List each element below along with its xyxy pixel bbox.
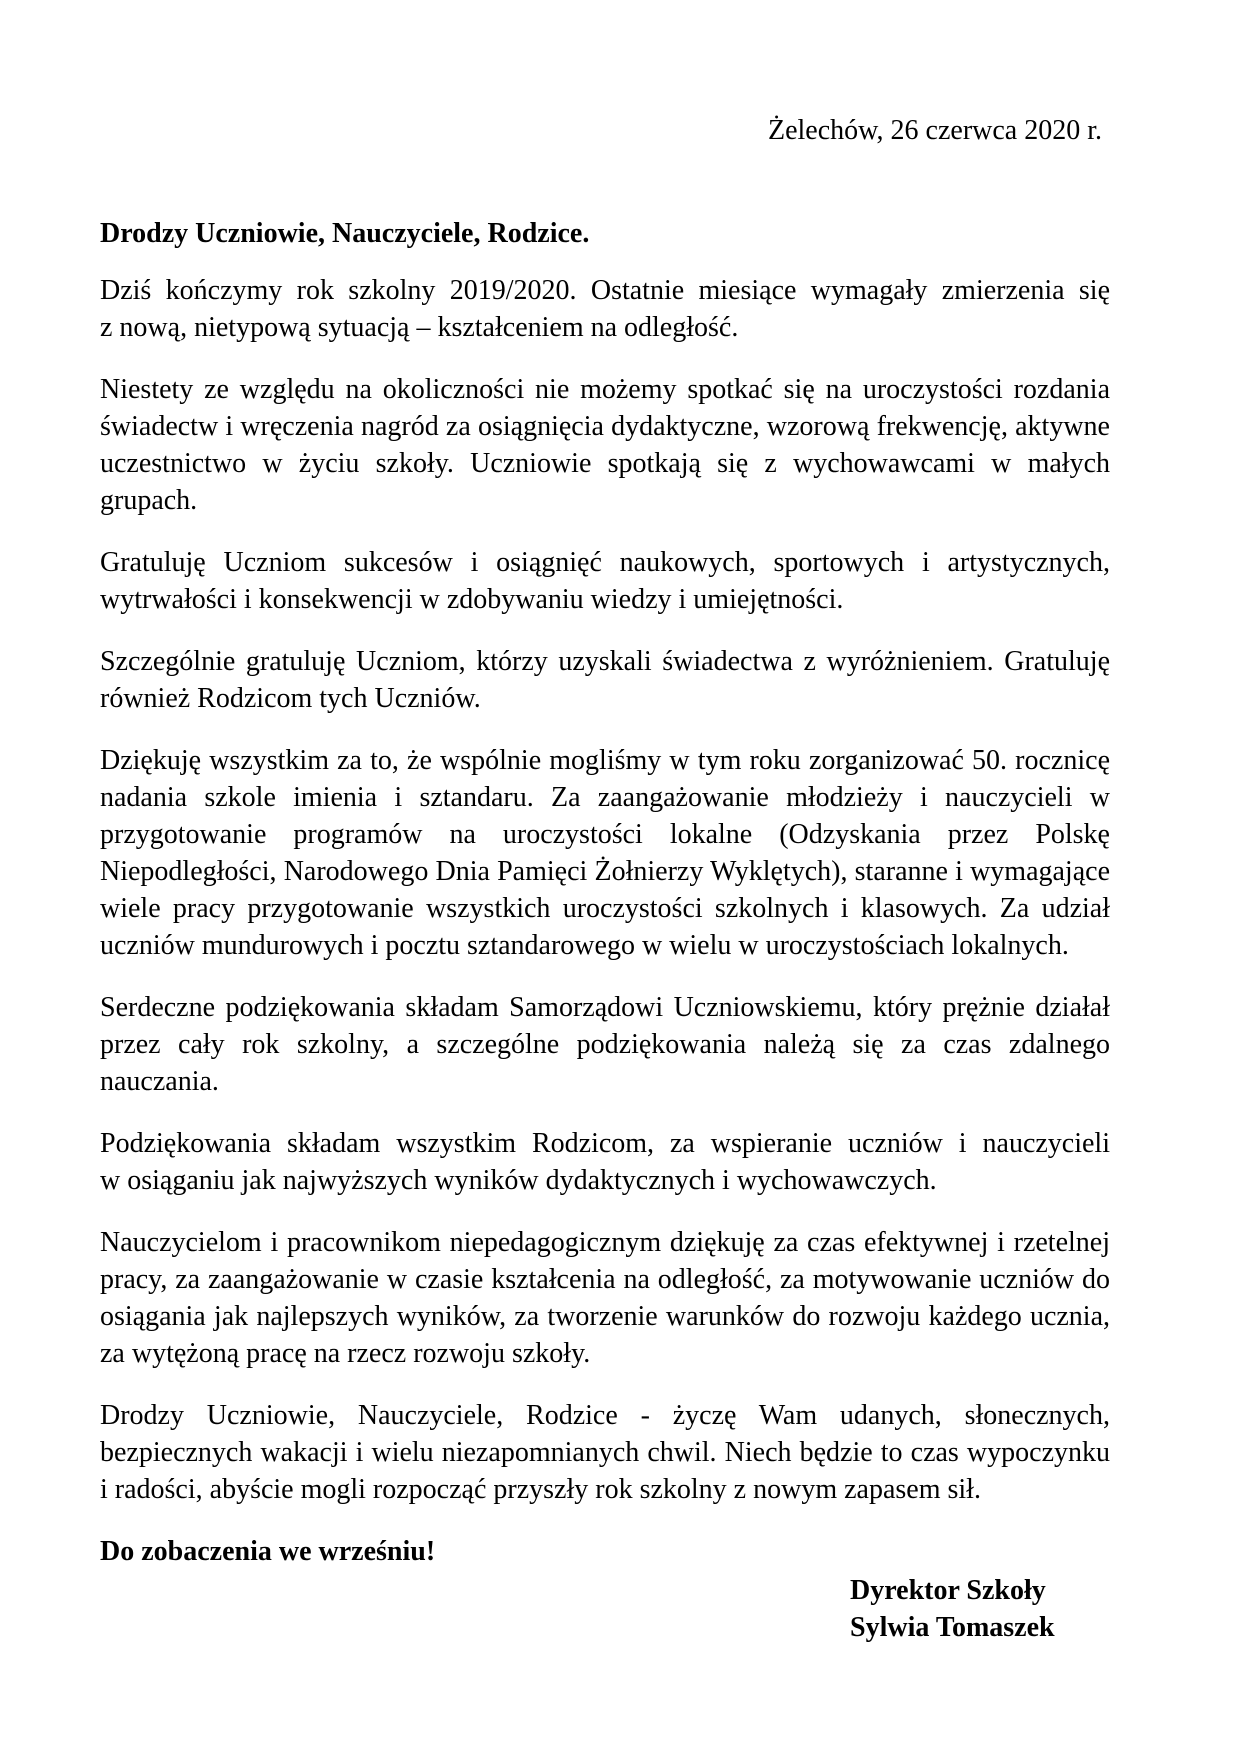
letter-paragraph-7: Podziękowania składam wszystkim Rodzicom, za wspieranie uczniów i nauczycieli w osiąganiu jak najwyższych wyników dydaktycznych i wychowawczych. xyxy=(100,1128,1110,1196)
letter-paragraph-3: Gratuluję Uczniom sukcesów i osiągnięć naukowych, sportowych i artystycznych, wytrwałości i konsekwencji w zdobywaniu wiedzy i umiejętności. xyxy=(100,547,1110,615)
letter-paragraph-2: Niestety ze względu na okoliczności nie możemy spotkać się na uroczystości rozdania świadectw i wręczenia nagród za osiągnięcia dydaktyczne, wzorową frekwencję, aktywne uczestnictwo w życiu szkoły. Uczniowie spotkają się z wychowawcami w małych grupach. xyxy=(100,374,1110,516)
closing-heading: Do zobaczenia we wrześniu! xyxy=(100,1536,436,1567)
date-line: Żelechów, 26 czerwca 2020 r. xyxy=(767,115,1102,146)
salutation-heading: Drodzy Uczniowie, Nauczyciele, Rodzice. xyxy=(100,218,590,249)
letter-paragraph-1: Dziś kończymy rok szkolny 2019/2020. Ostatnie miesiące wymagały zmierzenia się z nową, nietypową sytuacją – kształceniem na odległość. xyxy=(100,275,1110,343)
signature-name: Sylwia Tomaszek xyxy=(850,1612,1055,1643)
letter-paragraph-5: Dziękuję wszystkim za to, że wspólnie mogliśmy w tym roku zorganizować 50. rocznicę nadania szkole imienia i sztandaru. Za zaangażowanie młodzieży i nauczycieli w przygotowanie programów na uroczystości lokalne (Odzyskania przez Polskę Niepodległości, Narodowego Dnia Pamięci Żołnierzy Wyklętych), staranne i wymagające wiele pracy przygotowanie wszystkich uroczystości szkolnych i klasowych. Za udział uczniów mundurowych i pocztu sztandarowego w wielu w uroczystościach lokalnych. xyxy=(100,745,1110,961)
signature-block xyxy=(850,1572,1110,1646)
letter-paragraph-9: Drodzy Uczniowie, Nauczyciele, Rodzice - życzę Wam udanych, słonecznych, bezpiecznych wakacji i wielu niezapomnianych chwil. Niech będzie to czas wypoczynku i radości, abyście mogli rozpocząć przyszły rok szkolny z nowym zapasem sił. xyxy=(100,1400,1110,1505)
letter-paragraph-6: Serdeczne podziękowania składam Samorządowi Uczniowskiemu, który prężnie działał przez cały rok szkolny, a szczególne podziękowania należą się za czas zdalnego nauczania. xyxy=(100,992,1110,1097)
signature-title: Dyrektor Szkoły xyxy=(850,1575,1046,1606)
letter-paragraph-4: Szczególnie gratuluję Uczniom, którzy uzyskali świadectwa z wyróżnieniem. Gratuluję również Rodzicom tych Uczniów. xyxy=(100,646,1110,714)
letter-paragraph-8: Nauczycielom i pracownikom niepedagogicznym dziękuję za czas efektywnej i rzetelnej pracy, za zaangażowanie w czasie kształcenia na odległość, za motywowanie uczniów do osiągania jak najlepszych wyników, za tworzenie warunków do rozwoju każdego ucznia, za wytężoną pracę na rzecz rozwoju szkoły. xyxy=(100,1227,1110,1369)
